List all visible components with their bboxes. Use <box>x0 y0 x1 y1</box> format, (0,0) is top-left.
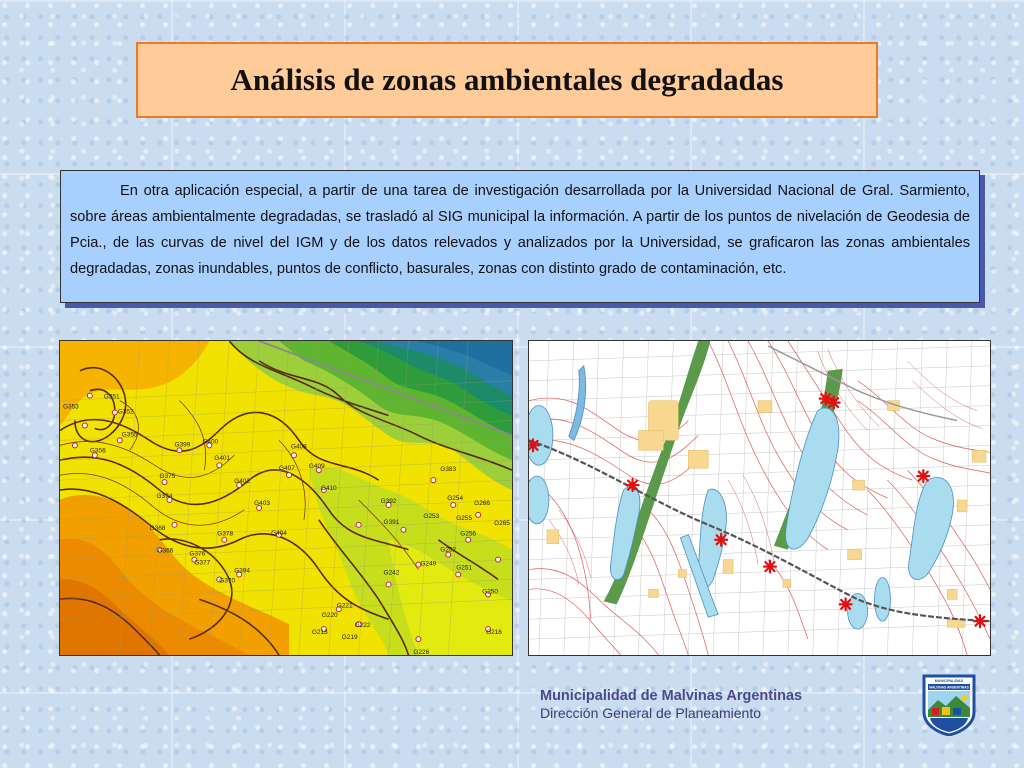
svg-text:G377: G377 <box>194 559 211 567</box>
svg-text:G256: G256 <box>460 530 477 538</box>
svg-text:G355: G355 <box>121 431 138 439</box>
svg-text:G251: G251 <box>456 564 473 572</box>
svg-text:G399: G399 <box>174 441 191 449</box>
footer-organization: Municipalidad de Malvinas Argentinas <box>540 688 803 704</box>
svg-text:G356: G356 <box>89 447 106 455</box>
svg-text:G394: G394 <box>234 567 251 575</box>
elevation-map <box>59 340 513 656</box>
svg-text:G221: G221 <box>336 602 353 610</box>
svg-text:G255: G255 <box>456 514 473 522</box>
municipality-logo <box>920 672 978 736</box>
title-box <box>136 42 878 118</box>
svg-text:G366: G366 <box>157 547 174 555</box>
svg-text:G220: G220 <box>321 612 338 620</box>
svg-text:G265: G265 <box>494 519 510 527</box>
elevation-map-graphic <box>60 341 512 655</box>
description-text: En otra aplicación especial, a partir de una tarea de investigación desarrollada por la Universidad Nacional de Gral. Sarmiento, sobre áreas ambientalmente degradadas, se trasladó al SIG municipal la información. A partir de los puntos de nivelación de Geodesia de Pcia., de las curvas de nivel del IGM y de los datos relevados y analizados por la Universidad, se graficaron las zonas ambientales degradadas, zonas inundables, puntos de conflicto, basurales, zonas con distinto grado de contaminación, etc. <box>70 183 970 277</box>
svg-text:G410: G410 <box>320 485 337 493</box>
svg-text:G266: G266 <box>474 499 490 507</box>
svg-text:G219: G219 <box>341 634 358 642</box>
svg-text:G374: G374 <box>156 493 173 500</box>
svg-text:G368: G368 <box>149 524 166 532</box>
svg-text:G400: G400 <box>202 438 219 446</box>
svg-text:G213: G213 <box>311 629 328 637</box>
degraded-zones-map <box>528 340 991 656</box>
svg-text:G383: G383 <box>440 466 457 474</box>
svg-text:G378: G378 <box>217 530 234 538</box>
svg-text:G401: G401 <box>214 455 231 463</box>
svg-text:G370: G370 <box>219 577 236 585</box>
logo-top-text: MUNICIPALIDAD <box>934 679 964 683</box>
svg-text:G250: G250 <box>482 588 498 596</box>
svg-text:G403: G403 <box>254 499 270 507</box>
footer-department: Dirección General de Planeamiento <box>540 705 762 721</box>
svg-text:G353: G353 <box>62 403 79 411</box>
municipality-logo-graphic <box>920 672 978 736</box>
svg-text:G391: G391 <box>383 518 400 526</box>
svg-text:G254: G254 <box>447 494 464 502</box>
svg-text:G376: G376 <box>189 550 206 558</box>
description-box <box>60 170 980 303</box>
svg-text:G351: G351 <box>103 393 120 401</box>
degraded-zones-map-graphic <box>529 341 990 655</box>
footer <box>540 688 802 721</box>
svg-text:G249: G249 <box>420 560 437 568</box>
page-title: Análisis de zonas ambientales degradadas <box>230 62 784 97</box>
svg-text:G408: G408 <box>290 443 307 451</box>
svg-text:G242: G242 <box>383 569 400 577</box>
svg-text:G216: G216 <box>486 629 502 637</box>
svg-text:G253: G253 <box>423 512 440 520</box>
svg-text:G409: G409 <box>308 463 325 471</box>
svg-text:G402: G402 <box>234 478 251 486</box>
svg-text:G404: G404 <box>271 529 287 537</box>
svg-text:G392: G392 <box>380 497 397 505</box>
svg-text:G407: G407 <box>279 465 295 473</box>
svg-text:G352: G352 <box>117 408 134 416</box>
svg-text:G375: G375 <box>159 473 176 481</box>
logo-band-text: MALVINAS ARGENTINAS <box>929 685 969 690</box>
svg-text:G252: G252 <box>440 546 457 554</box>
svg-text:G226: G226 <box>413 649 430 655</box>
svg-text:G222: G222 <box>354 622 371 630</box>
